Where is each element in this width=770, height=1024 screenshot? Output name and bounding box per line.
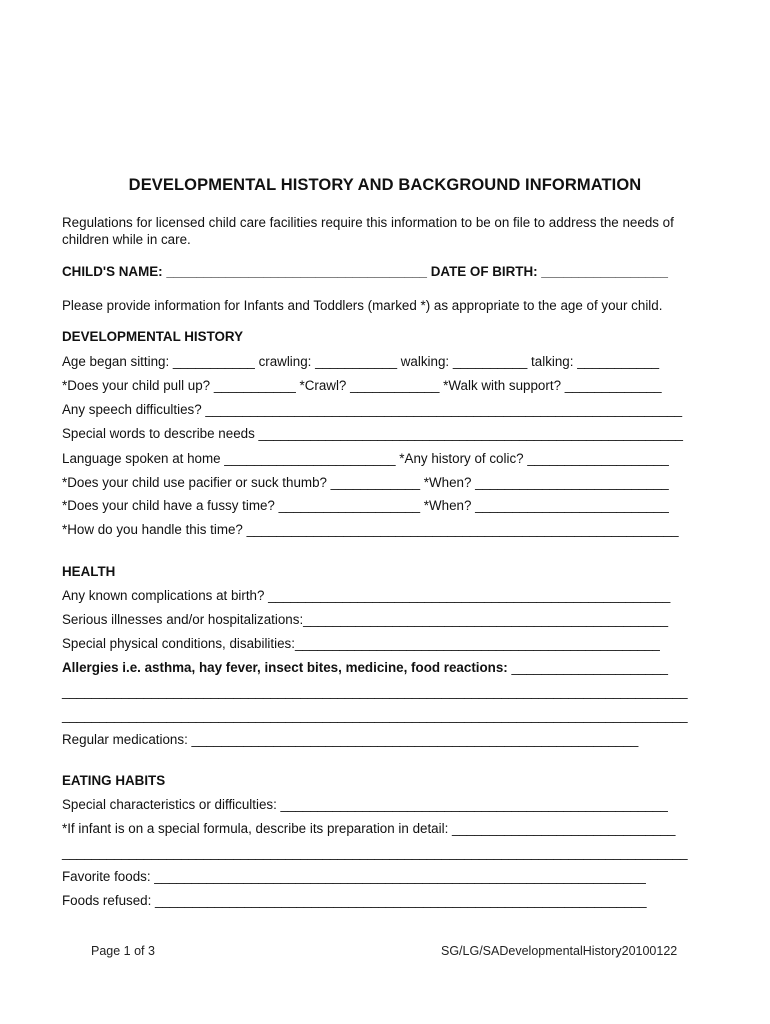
document-title: DEVELOPMENTAL HISTORY AND BACKGROUND INFORMATION [128,176,642,194]
instructions-text: Please provide information for Infants and Toddlers (marked *) as appropriate to the age of your child. [62,298,663,313]
field-special-words[interactable]: Special words to describe needs _________________________________________________________ [62,426,683,441]
field-age-milestones[interactable]: Age began sitting: ___________ crawling: ___________ walking: __________ talking: ___________ [62,354,660,369]
field-blank-line[interactable]: ____________________________________________________________________________________ [62,845,688,860]
document-code: SG/LG/SADevelopmentalHistory20100122 [441,944,678,958]
field-handle-time[interactable]: *How do you handle this time? __________________________________________________________ [62,522,679,537]
field-language-colic[interactable]: Language spoken at home _______________________ *Any history of colic? ___________________ [62,451,669,466]
field-favorite-foods[interactable]: Favorite foods: __________________________________________________________________ [62,869,646,884]
field-eating-difficulties[interactable]: Special characteristics or difficulties: ____________________________________________________ [62,797,668,812]
page-number: Page 1 of 3 [91,944,155,958]
field-speech-difficulties[interactable]: Any speech difficulties? ________________________________________________________________ [62,402,683,417]
field-serious-illnesses[interactable]: Serious illnesses and/or hospitalizations:_________________________________________________ [62,612,669,627]
field-foods-refused[interactable]: Foods refused: __________________________________________________________________ [62,893,647,908]
intro-line-1: Regulations for licensed child care facilities require this information to be on file to address the needs of [62,215,674,230]
section-heading-eating: EATING HABITS [62,773,166,788]
field-pull-up-crawl-walk[interactable]: *Does your child pull up? ___________ *Crawl? ____________ *Walk with support? _____________ [62,378,662,393]
field-blank-line[interactable]: ____________________________________________________________________________________ [62,684,688,699]
allergies-blank[interactable]: _____________________ [507,660,668,675]
field-birth-complications[interactable]: Any known complications at birth? ______________________________________________________ [62,588,671,603]
section-heading-health: HEALTH [62,564,116,579]
field-physical-conditions[interactable]: Special physical conditions, disabilities:_________________________________________________ [62,636,660,651]
allergies-label: Allergies i.e. asthma, hay fever, insect bites, medicine, food reactions: [62,660,508,675]
field-fussy-time[interactable]: *Does your child have a fussy time? ___________________ *When? __________________________ [62,498,669,513]
field-regular-medications[interactable]: Regular medications: ____________________________________________________________ [62,732,639,747]
field-special-formula[interactable]: *If infant is on a special formula, describe its preparation in detail: ______________________________ [62,821,676,836]
field-allergies[interactable] [62,660,668,676]
field-pacifier-thumb[interactable]: *Does your child use pacifier or suck thumb? ____________ *When? __________________________ [62,475,669,490]
child-name-dob-field[interactable]: CHILD'S NAME: ___________________________________ DATE OF BIRTH: _________________ [62,264,668,279]
field-blank-line[interactable]: ____________________________________________________________________________________ [62,708,688,723]
section-heading-developmental: DEVELOPMENTAL HISTORY [62,329,244,344]
intro-line-2: children while in care. [62,232,191,247]
